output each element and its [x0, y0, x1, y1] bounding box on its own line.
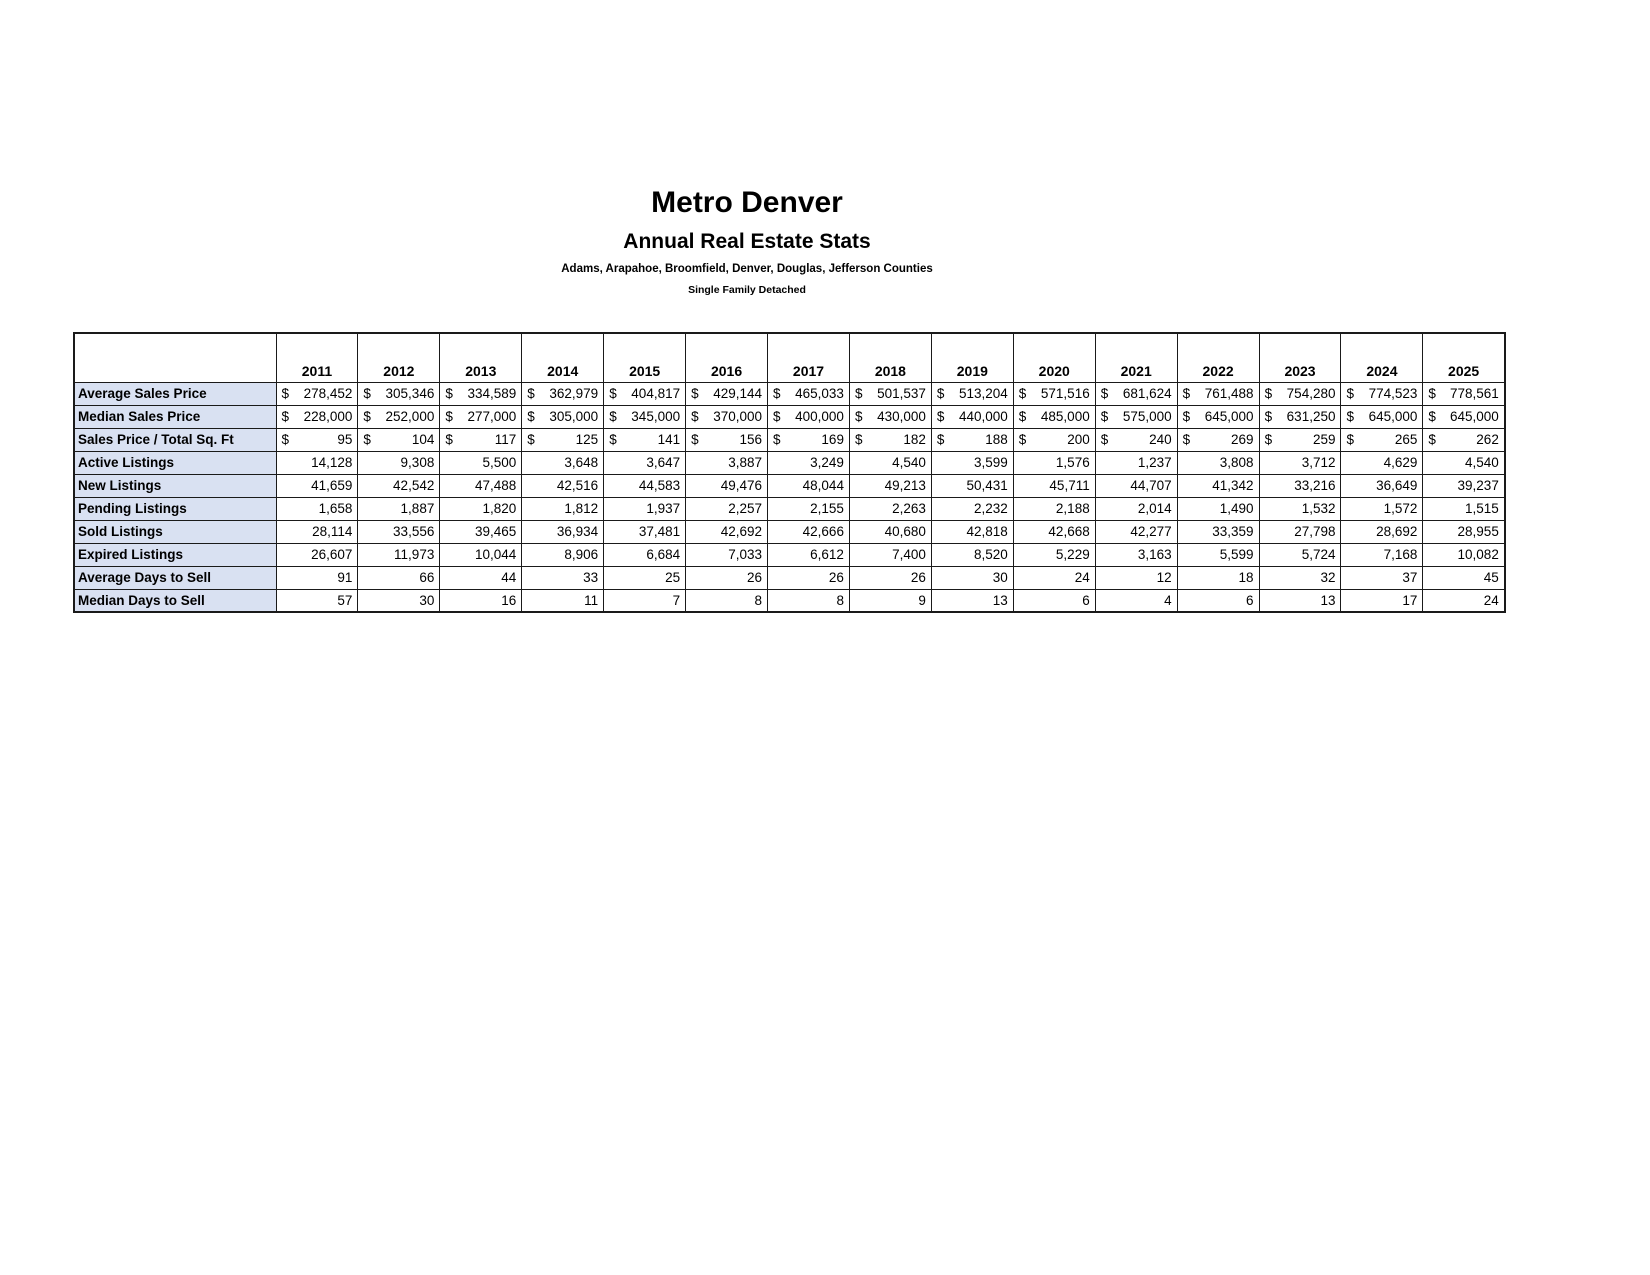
value-cell: 44,583	[604, 474, 686, 497]
cell-value: 252,000	[385, 409, 435, 424]
value-cell: 57	[276, 589, 358, 612]
value-cell: 1,812	[522, 497, 604, 520]
value-cell: 48,044	[768, 474, 850, 497]
row-label: Sales Price / Total Sq. Ft	[74, 428, 276, 451]
value-cell: 3,647	[604, 451, 686, 474]
cell-value: 404,817	[631, 386, 681, 401]
value-cell: 50,431	[931, 474, 1013, 497]
value-cell: 42,516	[522, 474, 604, 497]
value-cell	[1259, 405, 1341, 428]
currency-symbol: $	[609, 409, 617, 424]
cell-value: 754,280	[1286, 386, 1336, 401]
table-row	[74, 405, 1505, 428]
table-row	[74, 428, 1505, 451]
value-cell: 1,658	[276, 497, 358, 520]
currency-symbol: $	[1100, 432, 1109, 447]
currency-symbol: $	[609, 432, 617, 447]
value-cell	[358, 428, 440, 451]
value-cell: 10,082	[1423, 543, 1505, 566]
value-cell	[522, 405, 604, 428]
value-cell	[1423, 405, 1505, 428]
value-cell: 7,168	[1341, 543, 1423, 566]
value-cell: 8	[768, 589, 850, 612]
year-header: 2012	[358, 333, 440, 382]
cell-value: 188	[985, 432, 1008, 447]
value-cell: 49,476	[686, 474, 768, 497]
value-cell	[1177, 428, 1259, 451]
currency-symbol: $	[854, 432, 863, 447]
year-header: 2019	[931, 333, 1013, 382]
value-cell	[686, 428, 768, 451]
value-cell: 42,668	[1013, 520, 1095, 543]
cell-value: 269	[1231, 432, 1254, 447]
value-cell: 24	[1423, 589, 1505, 612]
value-cell: 9,308	[358, 451, 440, 474]
currency-symbol: $	[445, 432, 453, 447]
value-cell	[276, 428, 358, 451]
value-cell: 5,229	[1013, 543, 1095, 566]
currency-symbol: $	[609, 386, 617, 401]
table-row	[74, 497, 1505, 520]
row-label: Pending Listings	[74, 497, 276, 520]
value-cell: 42,277	[1095, 520, 1177, 543]
value-cell: 6,612	[768, 543, 850, 566]
value-cell	[604, 405, 686, 428]
currency-symbol: $	[773, 386, 781, 401]
value-cell: 44	[440, 566, 522, 589]
value-cell	[1013, 428, 1095, 451]
cell-value: 104	[411, 432, 435, 447]
value-cell	[1177, 405, 1259, 428]
value-cell: 8,906	[522, 543, 604, 566]
value-cell	[1341, 428, 1423, 451]
currency-symbol: $	[1264, 432, 1273, 447]
value-cell: 1,490	[1177, 497, 1259, 520]
value-cell: 3,712	[1259, 451, 1341, 474]
cell-value: 240	[1149, 432, 1172, 447]
value-cell: 2,014	[1095, 497, 1177, 520]
currency-symbol: $	[936, 386, 945, 401]
cell-value: 345,000	[631, 409, 681, 424]
currency-symbol: $	[773, 432, 781, 447]
cell-value: 575,000	[1122, 409, 1172, 424]
value-cell: 3,163	[1095, 543, 1177, 566]
table-row	[74, 543, 1505, 566]
value-cell	[686, 382, 768, 405]
value-cell: 37,481	[604, 520, 686, 543]
value-cell	[1013, 405, 1095, 428]
value-cell: 1,572	[1341, 497, 1423, 520]
value-cell: 7	[604, 589, 686, 612]
currency-symbol: $	[1264, 386, 1273, 401]
value-cell	[276, 382, 358, 405]
value-cell: 1,515	[1423, 497, 1505, 520]
value-cell: 1,532	[1259, 497, 1341, 520]
value-cell: 91	[276, 566, 358, 589]
currency-symbol: $	[363, 409, 371, 424]
year-header: 2020	[1013, 333, 1095, 382]
value-cell: 7,033	[686, 543, 768, 566]
year-header: 2016	[686, 333, 768, 382]
currency-symbol: $	[281, 409, 290, 424]
year-header: 2011	[276, 333, 358, 382]
currency-symbol: $	[854, 409, 863, 424]
cell-value: 169	[821, 432, 844, 447]
value-cell: 47,488	[440, 474, 522, 497]
year-header: 2017	[768, 333, 850, 382]
cell-value: 262	[1476, 432, 1499, 447]
corner-cell	[74, 333, 276, 382]
cell-value: 429,144	[713, 386, 763, 401]
value-cell: 25	[604, 566, 686, 589]
value-cell: 2,188	[1013, 497, 1095, 520]
value-cell	[358, 405, 440, 428]
value-cell	[1423, 428, 1505, 451]
cell-value: 465,033	[795, 386, 844, 401]
value-cell: 26	[686, 566, 768, 589]
cell-value: 95	[337, 432, 353, 447]
value-cell	[768, 405, 850, 428]
annual-stats-table	[73, 332, 1506, 613]
cell-value: 778,561	[1450, 386, 1499, 401]
currency-symbol: $	[691, 432, 699, 447]
value-cell: 2,263	[849, 497, 931, 520]
cell-value: 362,979	[549, 386, 599, 401]
value-cell	[931, 382, 1013, 405]
cell-value: 228,000	[303, 409, 353, 424]
value-cell: 1,576	[1013, 451, 1095, 474]
value-cell: 10,044	[440, 543, 522, 566]
currency-symbol: $	[445, 409, 453, 424]
value-cell	[604, 428, 686, 451]
value-cell: 13	[931, 589, 1013, 612]
value-cell: 44,707	[1095, 474, 1177, 497]
cell-value: 571,516	[1040, 386, 1090, 401]
value-cell: 2,155	[768, 497, 850, 520]
value-cell	[522, 428, 604, 451]
table-row	[74, 382, 1505, 405]
table-row	[74, 520, 1505, 543]
cell-value: 774,523	[1368, 386, 1418, 401]
value-cell: 24	[1013, 566, 1095, 589]
currency-symbol: $	[1264, 409, 1273, 424]
value-cell: 42,542	[358, 474, 440, 497]
value-cell: 16	[440, 589, 522, 612]
currency-symbol: $	[1428, 432, 1436, 447]
cell-value: 501,537	[877, 386, 926, 401]
year-header: 2022	[1177, 333, 1259, 382]
value-cell: 37	[1341, 566, 1423, 589]
currency-symbol: $	[1018, 386, 1027, 401]
page-title: Metro Denver	[651, 186, 843, 219]
value-cell: 26	[768, 566, 850, 589]
value-cell: 42,692	[686, 520, 768, 543]
value-cell: 1,937	[604, 497, 686, 520]
value-cell: 1,237	[1095, 451, 1177, 474]
row-label: Expired Listings	[74, 543, 276, 566]
value-cell: 5,724	[1259, 543, 1341, 566]
property-type-line: Single Family Detached	[688, 284, 806, 296]
cell-value: 631,250	[1286, 409, 1336, 424]
currency-symbol: $	[773, 409, 781, 424]
row-label: Sold Listings	[74, 520, 276, 543]
value-cell	[768, 382, 850, 405]
value-cell	[931, 405, 1013, 428]
cell-value: 430,000	[877, 409, 926, 424]
value-cell: 3,249	[768, 451, 850, 474]
table-row	[74, 474, 1505, 497]
year-header: 2018	[849, 333, 931, 382]
currency-symbol: $	[936, 432, 945, 447]
value-cell	[1013, 382, 1095, 405]
value-cell: 1,887	[358, 497, 440, 520]
value-cell	[1341, 405, 1423, 428]
cell-value: 681,624	[1122, 386, 1172, 401]
year-header: 2025	[1423, 333, 1505, 382]
table-row	[74, 451, 1505, 474]
value-cell: 8,520	[931, 543, 1013, 566]
currency-symbol: $	[363, 386, 371, 401]
value-cell: 3,887	[686, 451, 768, 474]
value-cell	[1095, 428, 1177, 451]
currency-symbol: $	[936, 409, 945, 424]
value-cell: 9	[849, 589, 931, 612]
value-cell	[849, 405, 931, 428]
currency-symbol: $	[691, 409, 699, 424]
year-header: 2014	[522, 333, 604, 382]
value-cell	[1095, 382, 1177, 405]
value-cell	[1177, 382, 1259, 405]
value-cell: 40,680	[849, 520, 931, 543]
value-cell	[440, 382, 522, 405]
currency-symbol: $	[1428, 409, 1436, 424]
cell-value: 156	[739, 432, 763, 447]
cell-value: 125	[575, 432, 599, 447]
currency-symbol: $	[1428, 386, 1436, 401]
value-cell: 28,114	[276, 520, 358, 543]
value-cell	[276, 405, 358, 428]
value-cell: 42,666	[768, 520, 850, 543]
cell-value: 305,346	[385, 386, 435, 401]
cell-value: 400,000	[795, 409, 844, 424]
value-cell: 39,237	[1423, 474, 1505, 497]
value-cell: 4,540	[849, 451, 931, 474]
value-cell	[604, 382, 686, 405]
currency-symbol: $	[854, 386, 863, 401]
value-cell	[1341, 382, 1423, 405]
value-cell: 49,213	[849, 474, 931, 497]
cell-value: 645,000	[1368, 409, 1418, 424]
value-cell	[686, 405, 768, 428]
page-subtitle: Annual Real Estate Stats	[623, 230, 871, 253]
currency-symbol: $	[1346, 432, 1354, 447]
table-row	[74, 589, 1505, 612]
currency-symbol: $	[281, 432, 290, 447]
cell-value: 117	[494, 432, 517, 447]
value-cell: 3,599	[931, 451, 1013, 474]
currency-symbol: $	[1182, 386, 1191, 401]
year-header: 2024	[1341, 333, 1423, 382]
value-cell: 28,692	[1341, 520, 1423, 543]
counties-line: Adams, Arapahoe, Broomfield, Denver, Douglas, Jefferson Counties	[561, 263, 933, 275]
value-cell: 39,465	[440, 520, 522, 543]
row-label: Average Sales Price	[74, 382, 276, 405]
value-cell: 45	[1423, 566, 1505, 589]
currency-symbol: $	[1346, 386, 1354, 401]
value-cell: 32	[1259, 566, 1341, 589]
value-cell	[1259, 382, 1341, 405]
value-cell	[358, 382, 440, 405]
value-cell: 4,629	[1341, 451, 1423, 474]
cell-value: 440,000	[958, 409, 1008, 424]
value-cell: 17	[1341, 589, 1423, 612]
value-cell	[849, 428, 931, 451]
value-cell: 2,232	[931, 497, 1013, 520]
value-cell: 1,820	[440, 497, 522, 520]
value-cell: 41,342	[1177, 474, 1259, 497]
value-cell	[522, 382, 604, 405]
table-row	[74, 566, 1505, 589]
row-label: Average Days to Sell	[74, 566, 276, 589]
value-cell: 11	[522, 589, 604, 612]
cell-value: 645,000	[1450, 409, 1499, 424]
value-cell: 2,257	[686, 497, 768, 520]
value-cell: 8	[686, 589, 768, 612]
value-cell: 5,500	[440, 451, 522, 474]
cell-value: 513,204	[958, 386, 1008, 401]
year-header: 2023	[1259, 333, 1341, 382]
value-cell	[768, 428, 850, 451]
value-cell: 26,607	[276, 543, 358, 566]
currency-symbol: $	[1182, 409, 1191, 424]
value-cell: 12	[1095, 566, 1177, 589]
currency-symbol: $	[1018, 432, 1027, 447]
value-cell: 33,216	[1259, 474, 1341, 497]
currency-symbol: $	[691, 386, 699, 401]
value-cell: 33,359	[1177, 520, 1259, 543]
currency-symbol: $	[363, 432, 371, 447]
cell-value: 334,589	[467, 386, 517, 401]
value-cell: 5,599	[1177, 543, 1259, 566]
value-cell: 42,818	[931, 520, 1013, 543]
row-label: Median Days to Sell	[74, 589, 276, 612]
value-cell	[931, 428, 1013, 451]
value-cell: 33	[522, 566, 604, 589]
currency-symbol: $	[527, 386, 535, 401]
value-cell: 14,128	[276, 451, 358, 474]
value-cell: 66	[358, 566, 440, 589]
currency-symbol: $	[445, 386, 453, 401]
currency-symbol: $	[1100, 409, 1109, 424]
value-cell: 30	[931, 566, 1013, 589]
document-header	[0, 186, 1494, 296]
value-cell: 36,649	[1341, 474, 1423, 497]
value-cell: 26	[849, 566, 931, 589]
value-cell: 36,934	[522, 520, 604, 543]
currency-symbol: $	[1346, 409, 1354, 424]
currency-symbol: $	[527, 409, 535, 424]
currency-symbol: $	[1100, 386, 1109, 401]
value-cell	[440, 405, 522, 428]
value-cell: 6	[1177, 589, 1259, 612]
value-cell: 7,400	[849, 543, 931, 566]
row-label: New Listings	[74, 474, 276, 497]
value-cell	[1259, 428, 1341, 451]
year-header: 2015	[604, 333, 686, 382]
value-cell	[440, 428, 522, 451]
cell-value: 645,000	[1204, 409, 1254, 424]
currency-symbol: $	[1018, 409, 1027, 424]
cell-value: 370,000	[713, 409, 763, 424]
year-header: 2013	[440, 333, 522, 382]
row-label: Active Listings	[74, 451, 276, 474]
value-cell	[849, 382, 931, 405]
cell-value: 305,000	[549, 409, 599, 424]
cell-value: 265	[1394, 432, 1418, 447]
value-cell: 13	[1259, 589, 1341, 612]
currency-symbol: $	[281, 386, 290, 401]
cell-value: 485,000	[1040, 409, 1090, 424]
value-cell: 4	[1095, 589, 1177, 612]
row-label: Median Sales Price	[74, 405, 276, 428]
value-cell: 6	[1013, 589, 1095, 612]
value-cell: 3,648	[522, 451, 604, 474]
value-cell: 33,556	[358, 520, 440, 543]
cell-value: 182	[903, 432, 926, 447]
value-cell: 6,684	[604, 543, 686, 566]
value-cell: 4,540	[1423, 451, 1505, 474]
value-cell: 30	[358, 589, 440, 612]
value-cell: 18	[1177, 566, 1259, 589]
value-cell: 3,808	[1177, 451, 1259, 474]
value-cell	[1095, 405, 1177, 428]
value-cell	[1423, 382, 1505, 405]
year-header-row	[74, 333, 1505, 382]
cell-value: 278,452	[303, 386, 353, 401]
cell-value: 200	[1067, 432, 1090, 447]
currency-symbol: $	[527, 432, 535, 447]
value-cell: 45,711	[1013, 474, 1095, 497]
value-cell: 41,659	[276, 474, 358, 497]
year-header: 2021	[1095, 333, 1177, 382]
cell-value: 277,000	[467, 409, 517, 424]
cell-value: 761,488	[1204, 386, 1254, 401]
value-cell: 11,973	[358, 543, 440, 566]
currency-symbol: $	[1182, 432, 1191, 447]
cell-value: 141	[657, 432, 681, 447]
value-cell: 28,955	[1423, 520, 1505, 543]
cell-value: 259	[1312, 432, 1336, 447]
value-cell: 27,798	[1259, 520, 1341, 543]
